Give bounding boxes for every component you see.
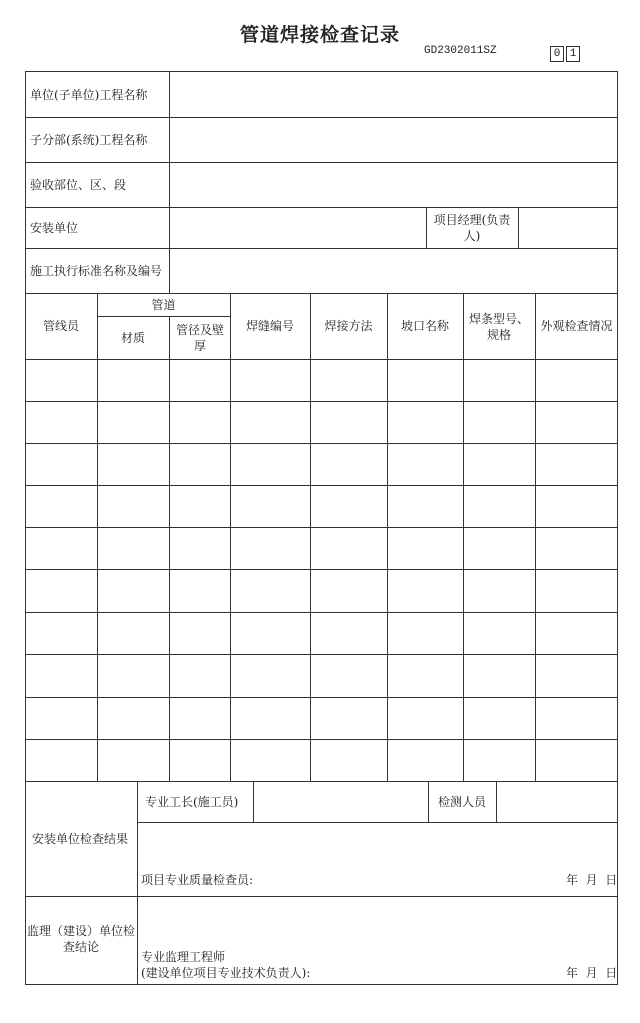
data-row-line	[25, 739, 618, 740]
label-project-manager: 项目经理(负责人)	[433, 213, 511, 243]
data-row-line	[25, 612, 618, 613]
column-line	[463, 293, 464, 781]
column-line	[230, 293, 231, 781]
row-line	[25, 117, 618, 118]
col-material: 材质	[120, 331, 145, 345]
page-number-box-1: 0	[550, 46, 564, 62]
row-line	[25, 248, 618, 249]
data-row-line	[25, 401, 618, 402]
label-supervisor-owner: (建设单位项目专业技术负责人):	[141, 966, 311, 980]
column-line	[310, 293, 311, 781]
label-acceptance-part: 验收部位、区、段	[30, 178, 127, 192]
row-line	[25, 207, 618, 208]
col-pipe-group: 管道	[151, 298, 176, 312]
row-line	[137, 822, 618, 823]
data-row-line	[25, 569, 618, 570]
pipe-group-line	[97, 316, 230, 317]
col-electrode: 焊条型号、规格	[468, 312, 529, 342]
column-line	[535, 293, 536, 781]
label-install-result: 安装单位检查结果	[32, 832, 129, 846]
cell-divider	[428, 781, 429, 822]
label-standard: 施工执行标准名称及编号	[30, 264, 163, 278]
label-sub-project: 子分部(系统)工程名称	[30, 133, 148, 147]
col-weld-no: 焊缝编号	[245, 319, 294, 333]
data-row-line	[25, 485, 618, 486]
document-code: GD2302011SZ	[424, 45, 497, 57]
document-title: 管道焊接检查记录	[239, 24, 400, 46]
date-supervision: 年 月 日	[566, 966, 618, 980]
row-line	[25, 293, 618, 294]
label-unit-project: 单位(子单位)工程名称	[30, 88, 148, 102]
label-supervision: 监理（建设）单位检查结论	[27, 924, 136, 954]
label-inspector: 检测人员	[438, 795, 487, 809]
col-weld-method: 焊接方法	[324, 319, 373, 333]
col-diameter-wall: 管径及壁厚	[175, 323, 224, 353]
cell-divider	[518, 207, 519, 248]
col-appearance: 外观检查情况	[540, 319, 613, 333]
page-number-box-2: 1	[566, 46, 580, 62]
data-row-line	[25, 527, 618, 528]
cell-divider	[253, 781, 254, 822]
form-frame	[25, 71, 618, 985]
cell-divider	[426, 207, 427, 248]
cell-divider	[496, 781, 497, 822]
data-row-line	[25, 697, 618, 698]
label-supervisor: 专业监理工程师	[141, 950, 226, 964]
data-row-line	[25, 443, 618, 444]
label-quality-inspector: 项目专业质量检查员:	[141, 873, 254, 887]
col-groove: 坡口名称	[400, 319, 449, 333]
column-line	[97, 293, 98, 781]
column-line	[387, 293, 388, 781]
label-install-unit: 安装单位	[30, 221, 79, 235]
label-foreman: 专业工长(施工员)	[145, 795, 239, 809]
label-divider	[169, 71, 170, 293]
data-row-line	[25, 654, 618, 655]
column-line	[169, 316, 170, 781]
row-line	[25, 896, 618, 897]
col-pipeline-worker: 管线员	[42, 319, 79, 333]
row-line	[25, 162, 618, 163]
footer-label-divider	[137, 781, 138, 985]
row-line	[25, 359, 618, 360]
date-install: 年 月 日	[566, 873, 618, 887]
row-line	[25, 781, 618, 782]
